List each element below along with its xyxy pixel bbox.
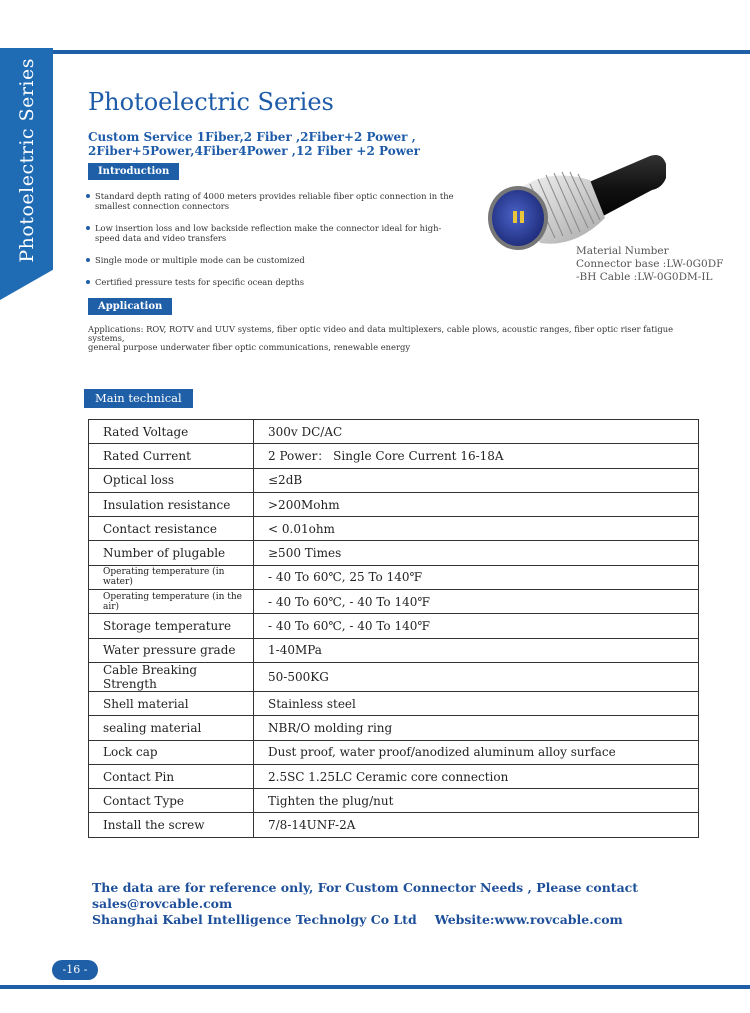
spec-value: - 40 To 60℃, - 40 To 140℉ [254,614,699,638]
spec-key: Water pressure grade [89,638,254,662]
spec-value: Tighten the plug/nut [254,789,699,813]
spec-value: Stainless steel [254,691,699,715]
bottom-rule [0,985,750,989]
application-line-1: Applications: ROV, ROTV and UUV systems, fiber optic video and data multiplexers, cable plows, acoustic ranges, fiber optic riser fatigue systems, [88,324,674,343]
spec-key: Optical loss [89,468,254,492]
spec-key: Cable Breaking Strength [89,662,254,691]
table-row [89,789,699,813]
spec-key: Contact Type [89,789,254,813]
subtitle-line-1: Custom Service 1Fiber,2 Fiber ,2Fiber+2 Power , [88,130,416,144]
spec-value: Dust proof, water proof/anodized aluminum alloy surface [254,740,699,764]
spec-key: Rated Current [89,444,254,468]
spec-table [88,419,699,838]
spec-value: 7/8-14UNF-2A [254,813,699,837]
spec-value: 50-500KG [254,662,699,691]
application-label: Application [88,298,172,315]
table-row [89,590,699,614]
material-number [576,245,723,284]
footer-disclaimer: The data are for reference only, For Custom Connector Needs , Please contact sales@rovcable.com [92,880,639,911]
spec-key: Shell material [89,691,254,715]
spec-key: Contact resistance [89,517,254,541]
spec-key: Operating temperature (in water) [89,565,254,589]
spec-value: - 40 To 60℃, - 40 To 140℉ [254,590,699,614]
spec-value: >200Mohm [254,492,699,516]
spec-key: Contact Pin [89,764,254,788]
spec-key: Operating temperature (in the air) [89,590,254,614]
spec-value: - 40 To 60℃, 25 To 140℉ [254,565,699,589]
connector-image [480,148,670,258]
table-row [89,716,699,740]
spec-value: 300v DC/AC [254,420,699,444]
table-row [89,740,699,764]
spec-value: 2 Power： Single Core Current 16-18A [254,444,699,468]
main-technical-label: Main technical [84,389,193,408]
spec-value: ≥500 Times [254,541,699,565]
spec-key: Lock cap [89,740,254,764]
spec-key: Install the screw [89,813,254,837]
website-link[interactable]: Website:www.rovcable.com [434,912,623,927]
spec-value: NBR/O molding ring [254,716,699,740]
introduction-list [86,191,456,299]
table-row [89,638,699,662]
side-tab-label: Photoelectric Series [15,57,38,263]
table-row [89,691,699,715]
application-line-2: general purpose underwater fiber optic communications, renewable energy [88,342,411,352]
spec-key: Number of plugable [89,541,254,565]
table-row [89,468,699,492]
spec-key: sealing material [89,716,254,740]
list-item: Single mode or multiple mode can be customized [86,255,456,265]
material-line-2: Connector base :LW-0G0DF [576,258,724,270]
application-text [88,325,708,352]
list-item: Standard depth rating of 4000 meters provides reliable fiber optic connection in the smallest connection connectors [86,191,456,211]
page-subtitle [88,130,508,158]
table-row [89,541,699,565]
table-row [89,764,699,788]
list-item: Certified pressure tests for specific ocean depths [86,277,456,287]
spec-value: 2.5SC 1.25LC Ceramic core connection [254,764,699,788]
spec-value: 1-40MPa [254,638,699,662]
table-row [89,420,699,444]
table-row [89,614,699,638]
table-row [89,813,699,837]
table-row [89,662,699,691]
page-number: -16 - [52,960,98,980]
table-row [89,565,699,589]
spec-value: < 0.01ohm [254,517,699,541]
company-name: Shanghai Kabel Intelligence Technolgy Co Ltd [92,912,417,927]
footer [92,880,750,928]
spec-value: ≤2dB [254,468,699,492]
subtitle-line-2: 2Fiber+5Power,4Fiber4Power ,12 Fiber +2 Power [88,144,421,158]
spec-key: Insulation resistance [89,492,254,516]
table-row [89,444,699,468]
footer-contact [92,912,750,928]
spec-key: Storage temperature [89,614,254,638]
list-item: Low insertion loss and low backside reflection make the connector ideal for high-speed data and video transfers [86,223,456,243]
table-row [89,517,699,541]
material-line-3: -BH Cable :LW-0G0DM-IL [576,271,713,283]
table-row [89,492,699,516]
spec-key: Rated Voltage [89,420,254,444]
page-title: Photoelectric Series [88,88,334,116]
introduction-label: Introduction [88,163,179,180]
top-rule [0,50,750,54]
material-line-1: Material Number [576,245,669,257]
